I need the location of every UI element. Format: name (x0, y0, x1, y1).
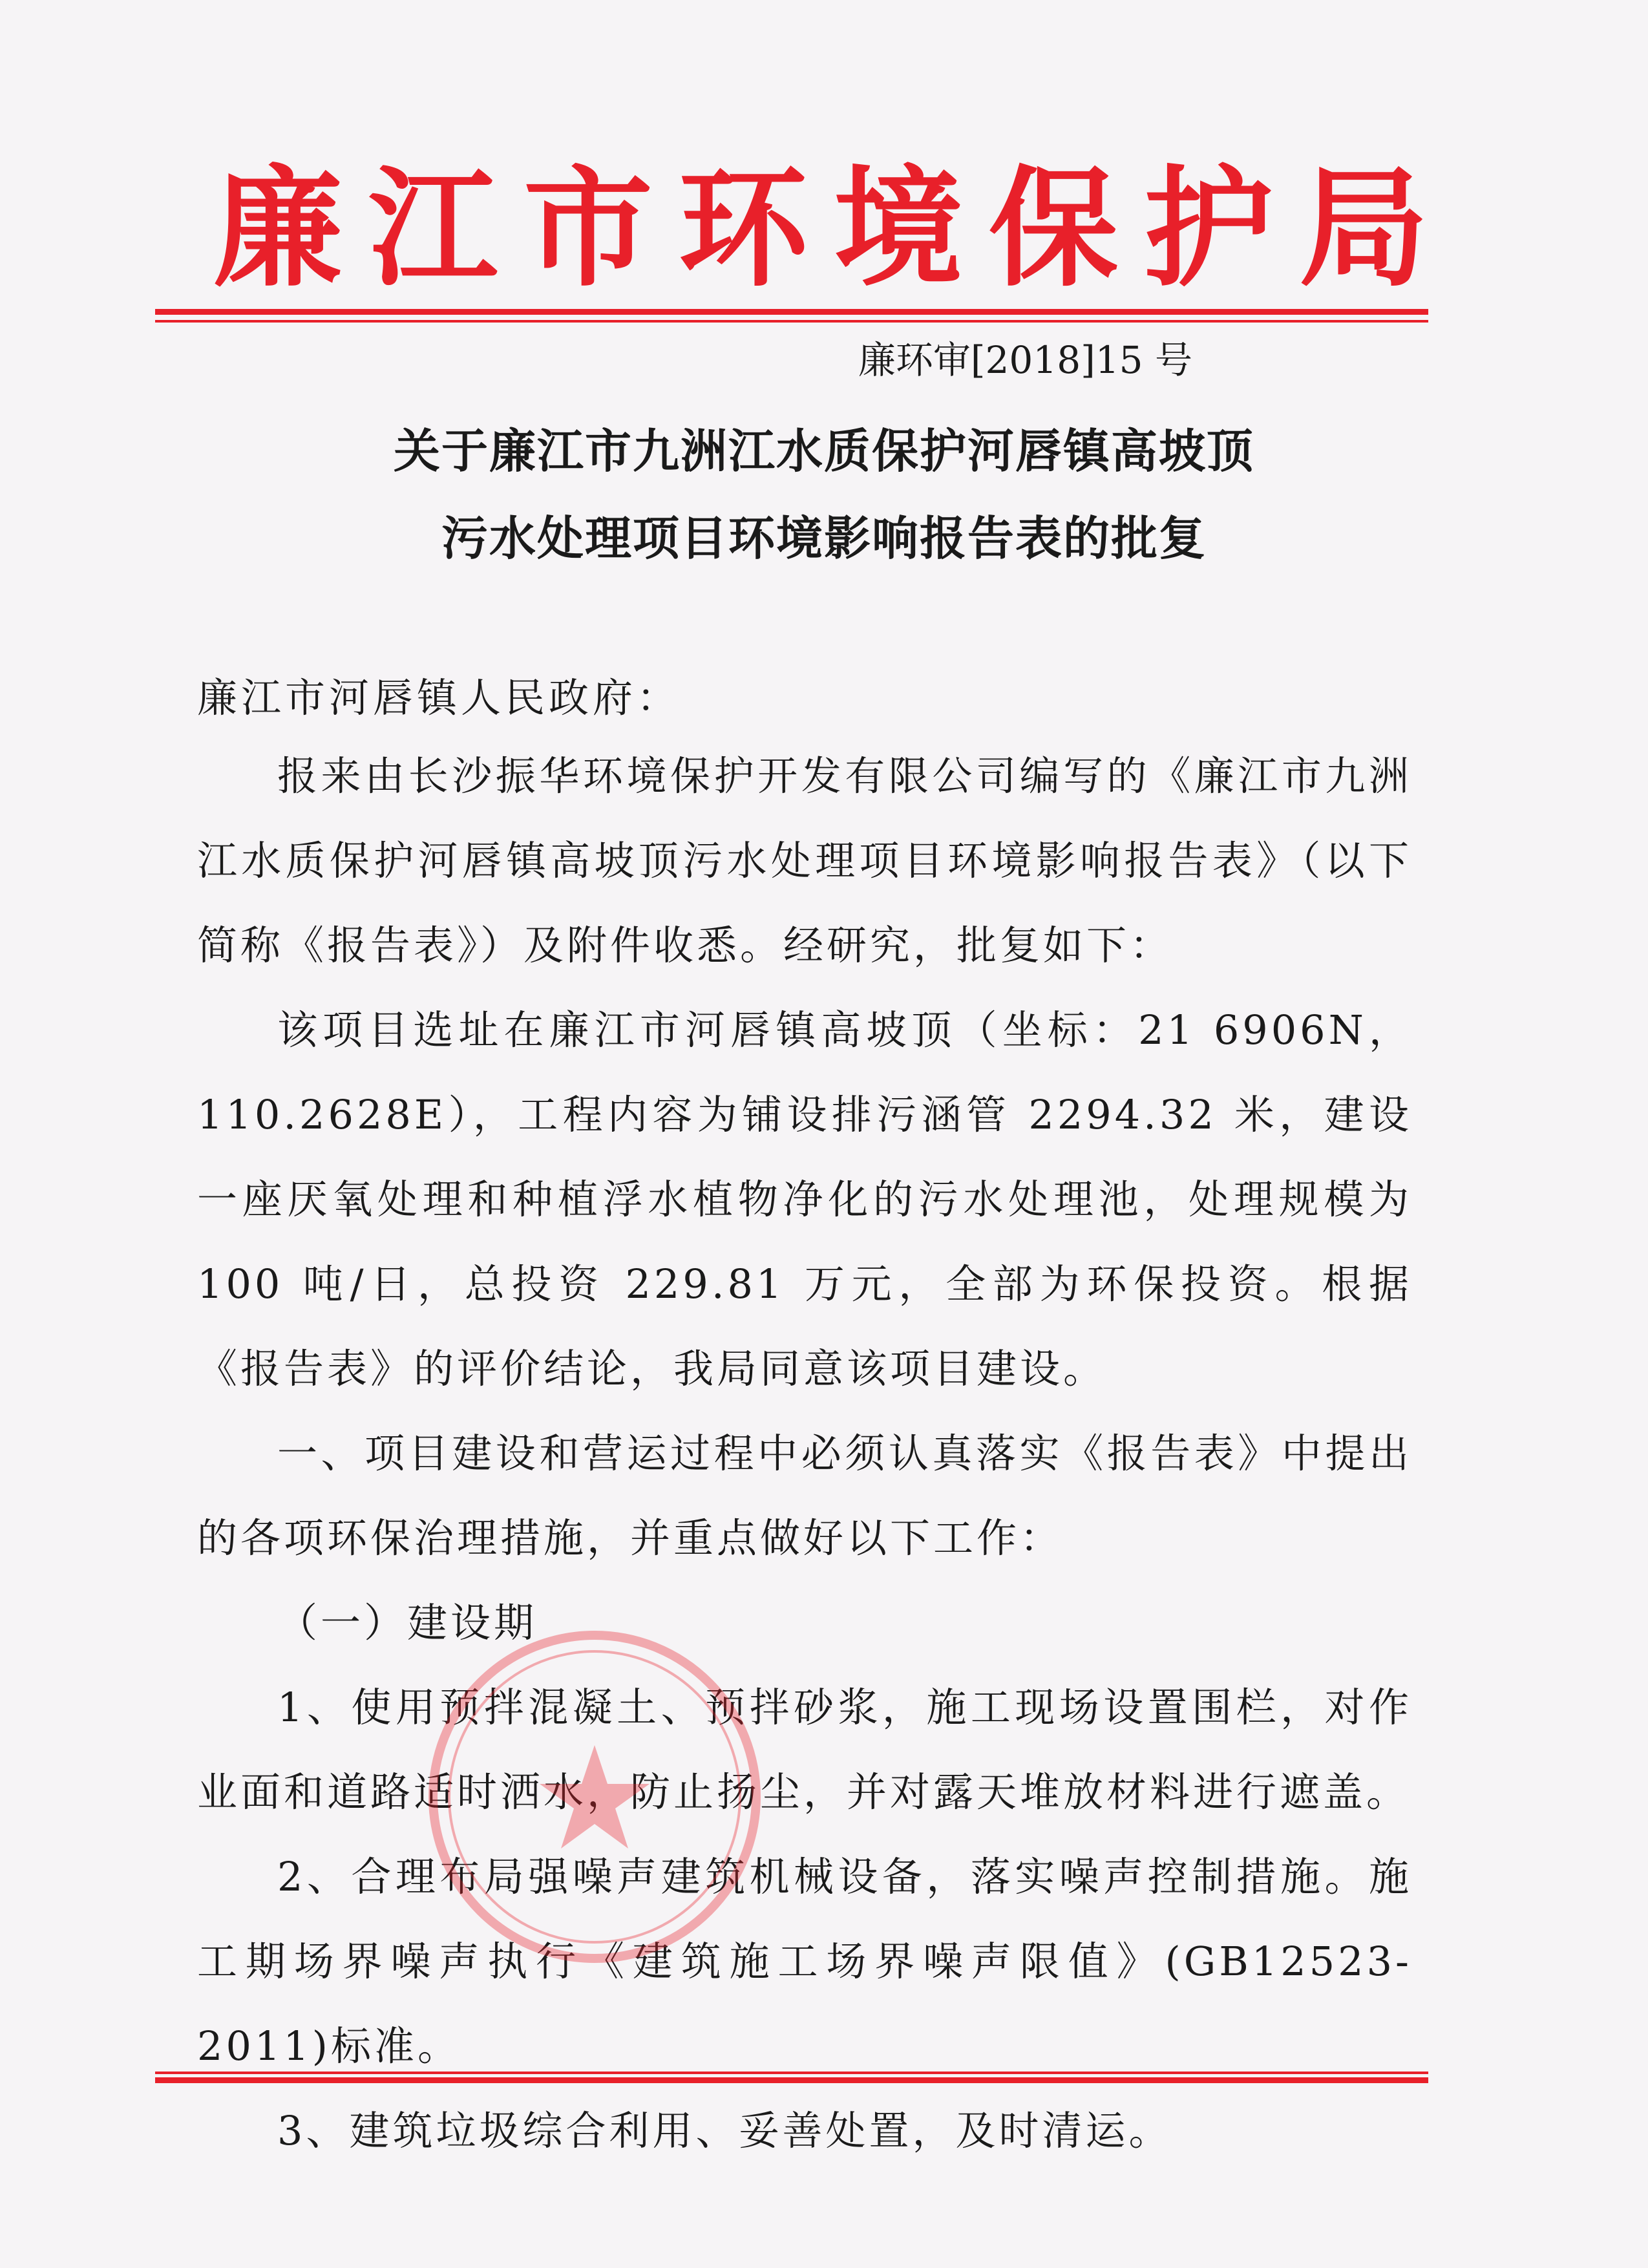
body-paragraph: 3、建筑垃圾综合利用、妥善处置，及时清运。 (277, 2107, 1172, 2154)
recipient: 廉江市河唇镇人民政府： (197, 674, 681, 721)
body-paragraph: 一、项目建设和营运过程中必须认真落实《报告表》中提出的各项环保治理措施，并重点做好以下工作： (197, 1430, 1412, 1562)
letterhead-divider (155, 309, 1428, 315)
footer-divider (155, 2072, 1428, 2074)
letterhead-divider-thin (155, 320, 1428, 323)
body-paragraph: 报来由长沙振华环境保护开发有限公司编写的《廉江市九洲江水质保护河唇镇高坡顶污水处理项目环境影响报告表》（以下简称《报告表》）及附件收悉。经研究，批复如下： (197, 752, 1412, 969)
seal-icon (414, 1616, 776, 1978)
body-paragraph: 2、合理布局强噪声建筑机械设备，落实噪声控制措施。施工期场界噪声执行《建筑施工场界噪声限值》(GB12523-2011)标准。 (197, 1853, 1412, 2070)
document-subject-line-1: 关于廉江市九洲江水质保护河唇镇高坡顶 (393, 423, 1254, 478)
section-heading: （一）建设期 (277, 1599, 538, 1646)
footer-divider-thick (155, 2077, 1428, 2083)
body-paragraph: 1、使用预拌混凝土、预拌砂浆，施工现场设置围栏，对作业面和道路适时洒水，防止扬尘，并对露天堆放材料进行遮盖。 (197, 1684, 1412, 1816)
document-subject-line-2: 污水处理项目环境影响报告表的批复 (441, 511, 1207, 566)
document-body (197, 734, 1412, 2173)
agency-letterhead-title: 廉江市环境保护局 (213, 154, 1455, 304)
document-number: 廉环审[2018]15 号 (858, 338, 1192, 382)
body-paragraph: 该项目选址在廉江市河唇镇高坡顶（坐标：21 6906N，110.2628E），工程内容为铺设排污涵管 2294.32 米，建设一座厌氧处理和种植浮水植物净化的污水处理池，处理规模为 100 吨/日，总投资 229.81 万元，全部为环保投资。根据《报告表》的评价结论，我局同意该项目建设。 (197, 1006, 1412, 1392)
